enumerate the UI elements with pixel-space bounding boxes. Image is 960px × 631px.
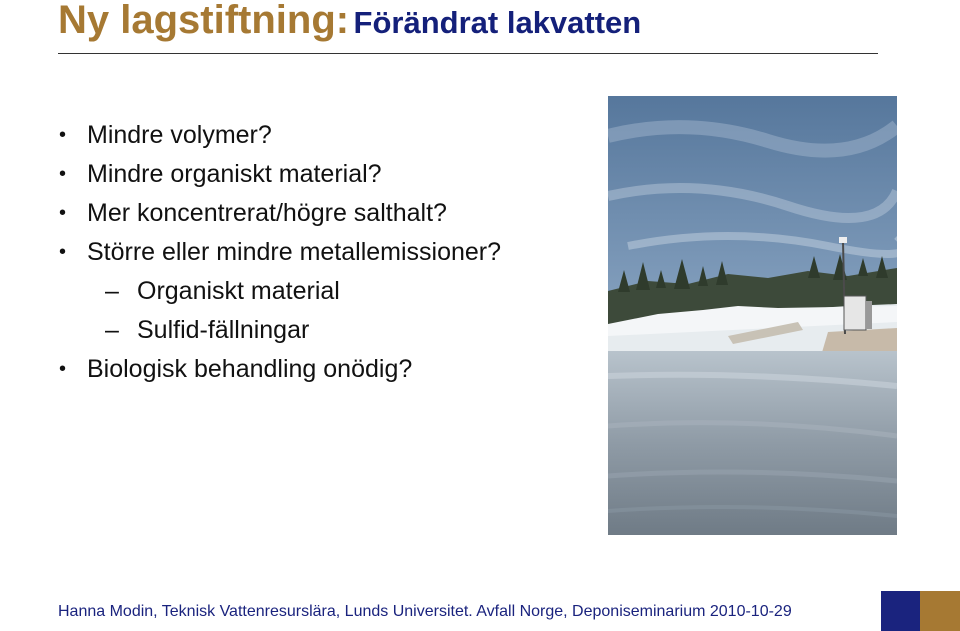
bullet-text: Större eller mindre metallemissioner?: [87, 238, 502, 266]
title-sub: Förändrat lakvatten: [353, 5, 642, 40]
footer-accent-gold: [920, 591, 960, 631]
bullet-marker: •: [59, 163, 67, 185]
bullet-text: Biologisk behandling onödig?: [87, 355, 413, 383]
bullet-item: [58, 194, 598, 233]
bullet-list: [58, 116, 598, 389]
bullet-marker: •: [59, 124, 67, 146]
footer-accent-navy: [881, 591, 920, 631]
bullet-text: Mindre organiskt material?: [87, 160, 382, 188]
sub-bullet-text: Sulfid-fällningar: [137, 316, 310, 344]
bullet-item: [58, 350, 598, 389]
sub-bullet-marker: –: [105, 316, 119, 344]
bullet-text: Mindre volymer?: [87, 121, 272, 149]
bullet-marker: •: [59, 241, 67, 263]
sub-bullet-item: [58, 311, 598, 350]
bullet-marker: •: [59, 358, 67, 380]
bullet-item: [58, 116, 598, 155]
slide-title: [58, 0, 641, 49]
title-divider: [58, 53, 878, 54]
sub-bullet-item: [58, 272, 598, 311]
title-main: Ny lagstiftning:: [58, 0, 350, 42]
landfill-pond-photo: [608, 96, 897, 535]
footer-credit: Hanna Modin, Teknisk Vattenresurslära, Lunds Universitet. Avfall Norge, Deponiseminarium 2010-10-29: [58, 603, 792, 620]
bullet-item: [58, 233, 598, 272]
bullet-marker: •: [59, 202, 67, 224]
bullet-text: Mer koncentrerat/högre salthalt?: [87, 199, 447, 227]
sub-bullet-text: Organiskt material: [137, 277, 340, 305]
bullet-item: [58, 155, 598, 194]
sub-bullet-marker: –: [105, 277, 119, 305]
